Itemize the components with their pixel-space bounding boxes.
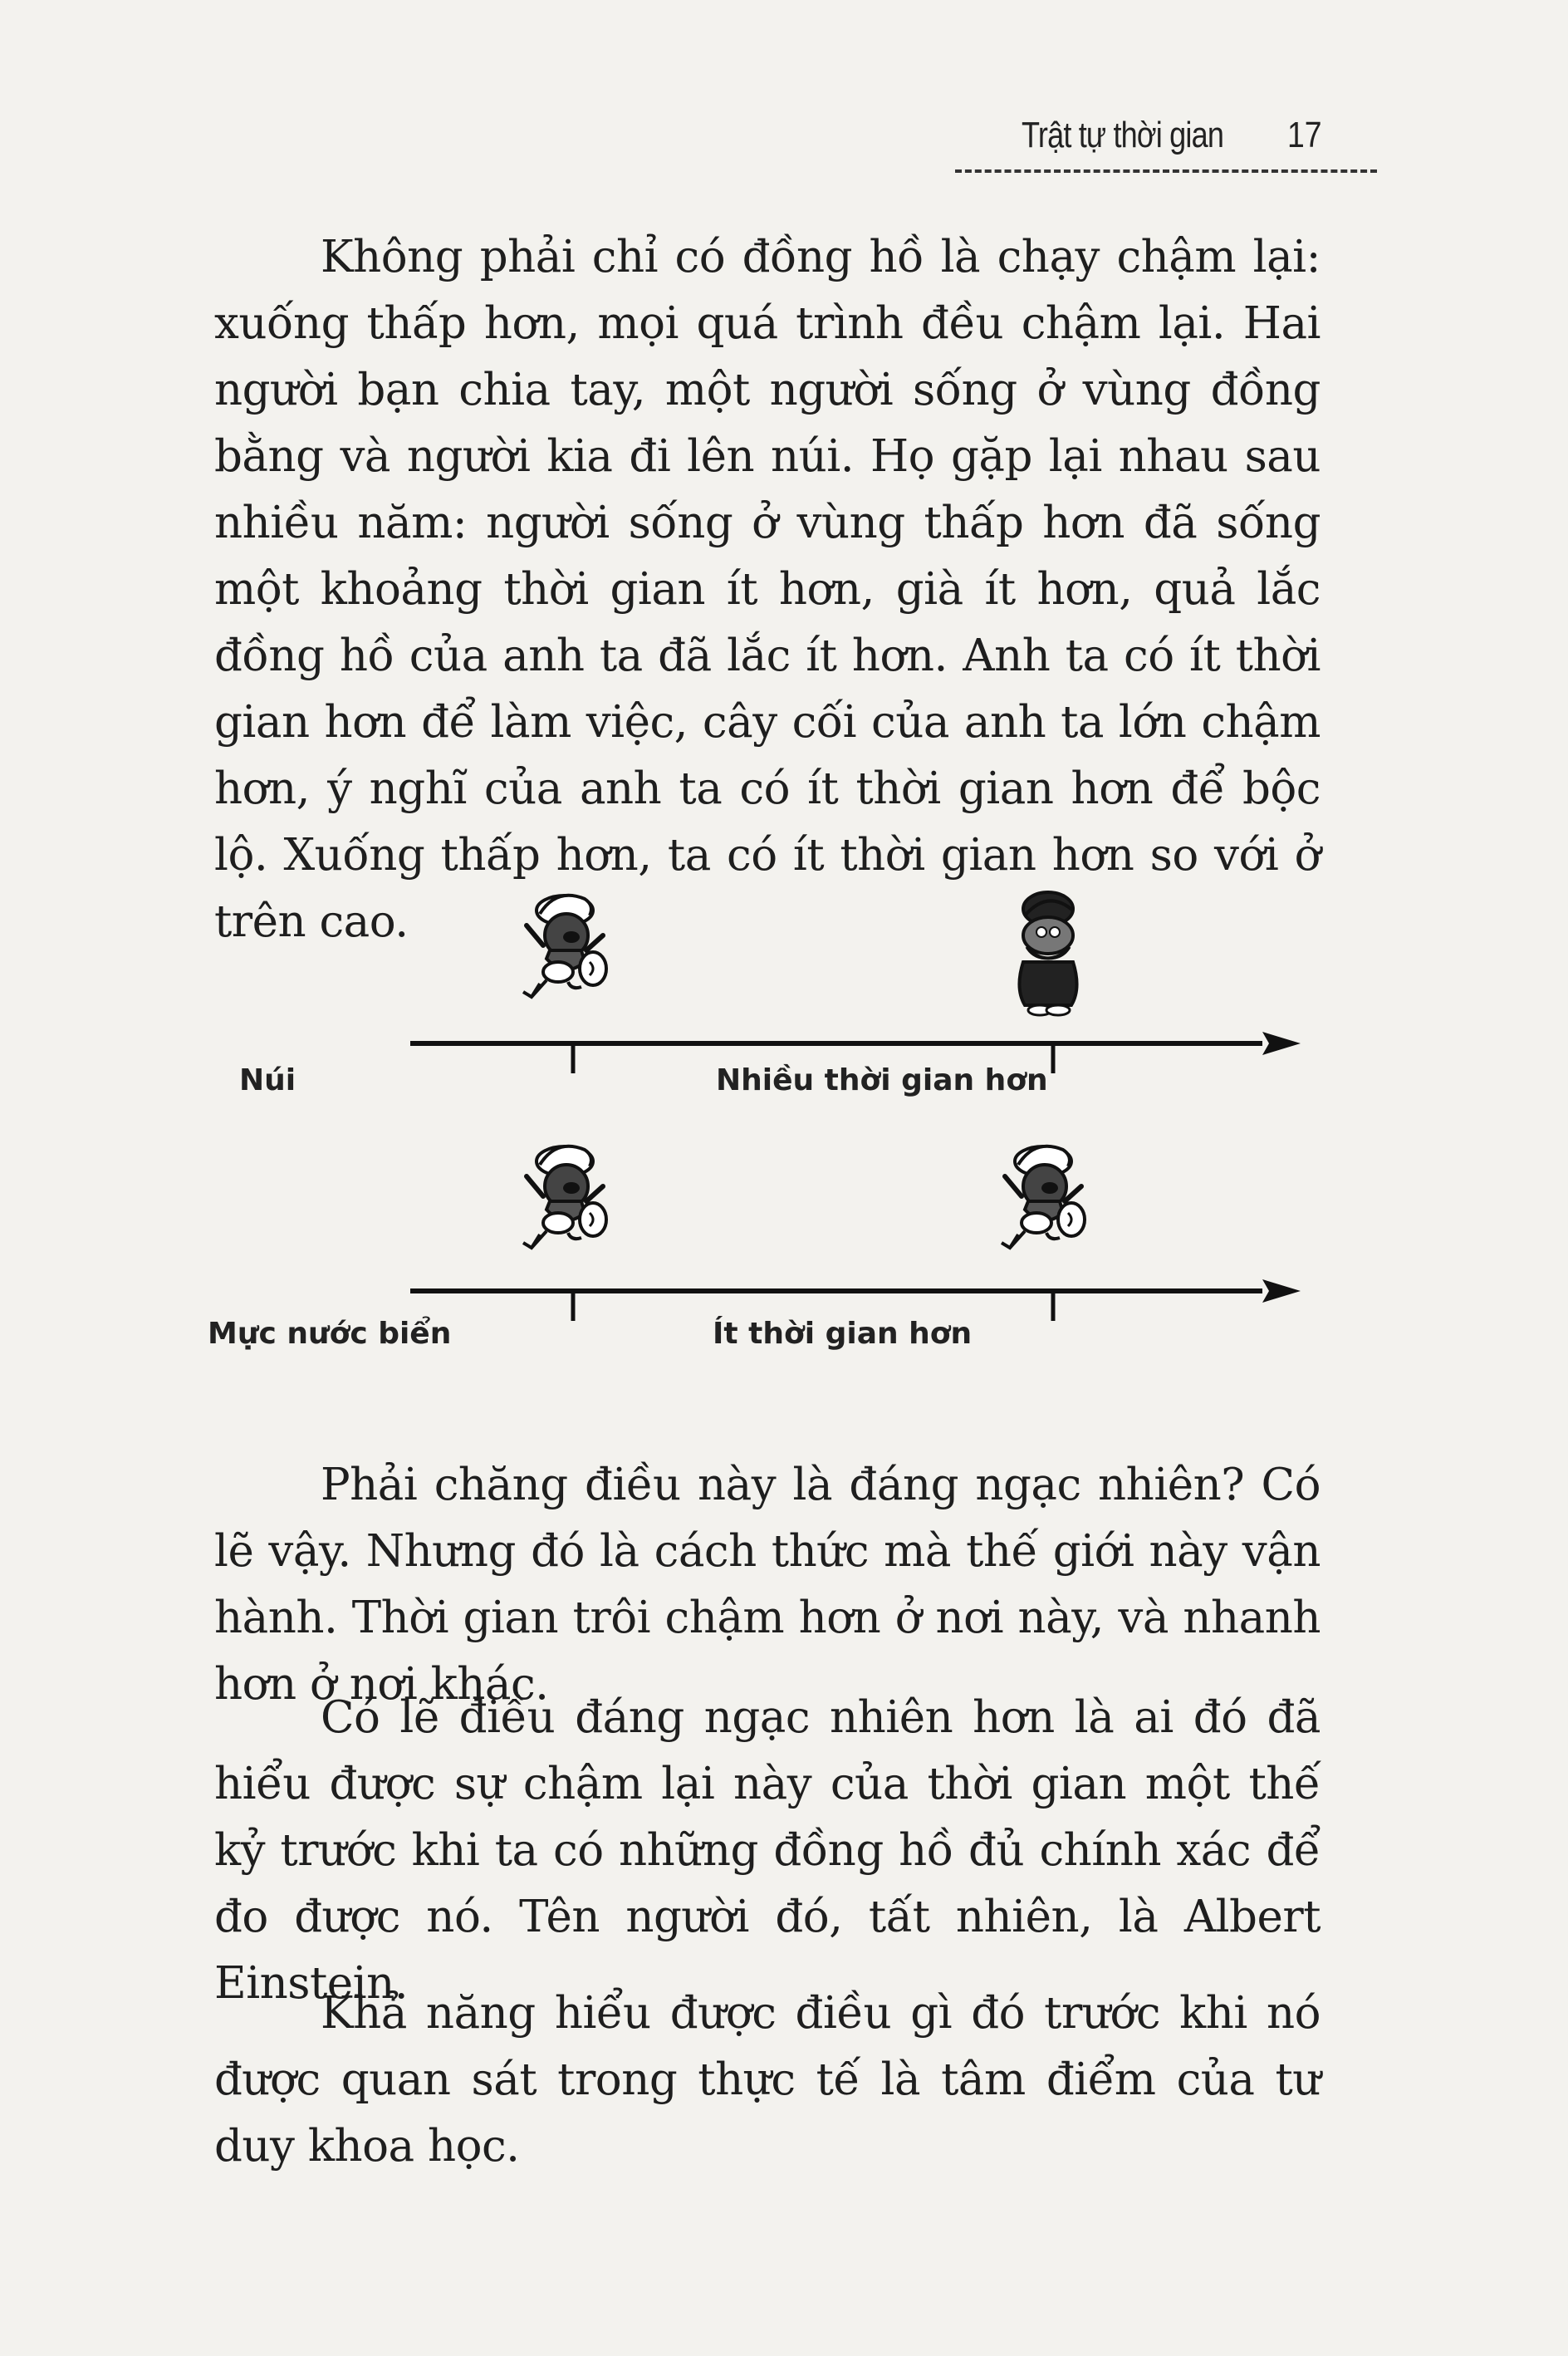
sea-timeline-arrowhead <box>1262 1279 1301 1303</box>
paragraph-2-text: Phải chăng điều này là đáng ngạc nhiên? Có lẽ vậy. Nhưng đó là cách thức mà thế giới này vận hành. Thời gian trôi chậm hơn ở nơi này, và nhanh hơn ở nơi khác. <box>214 1460 1321 1710</box>
figure-drawing <box>0 864 1568 1379</box>
smurf-mountain-start-icon <box>523 896 606 997</box>
time-dilation-figure <box>0 864 1568 1379</box>
papa-smurf-mountain-icon <box>1019 892 1076 1015</box>
paragraph-3-text: Có lẽ điều đáng ngạc nhiên hơn là ai đó đã hiểu được sự chậm lại này của thời gian một thế kỷ trước khi ta có những đồng hồ đủ chính xác để đo được nó. Tên người đó, tất nhiên, là Albert Einstein. <box>214 1692 1321 2009</box>
smurf-sea-end-icon <box>1002 1146 1085 1248</box>
sea-level-label: Mực nước biển <box>208 1317 452 1351</box>
running-header <box>955 106 1377 189</box>
mountain-label: Núi <box>239 1063 296 1097</box>
chapter-title: Trật tự thời gian <box>1022 115 1224 155</box>
paragraph-1 <box>214 224 1321 955</box>
header-dashed-rule <box>955 169 1377 173</box>
more-time-caption: Nhiều thời gian hơn <box>716 1063 1048 1097</box>
smurf-sea-start-icon <box>523 1146 606 1248</box>
mountain-timeline-arrowhead <box>1262 1032 1301 1055</box>
less-time-caption: Ít thời gian hơn <box>713 1317 973 1351</box>
paragraph-4-text: Khả năng hiểu được điều gì đó trước khi nó được quan sát trong thực tế là tâm điểm của tư duy khoa học. <box>214 1988 1321 2172</box>
paragraph-1-text: Không phải chỉ có đồng hồ là chạy chậm lại: xuống thấp hơn, mọi quá trình đều chậm lại. Hai người bạn chia tay, một người sống ở vùng đồng bằng và người kia đi lên núi. Họ gặp lại nhau sau nhiều năm: người sống ở vùng thấp hơn đã sống một khoảng thời gian ít hơn, già ít hơn, quả lắc đồng hồ của anh ta đã lắc ít hơn. Anh ta có ít thời gian hơn để làm việc, cây cối của anh ta lớn chậm hơn, ý nghĩ của anh ta có ít thời gian hơn để bộc lộ. Xuống thấp hơn, ta có ít thời gian hơn so với ở trên cao. <box>214 232 1321 947</box>
paragraph-4 <box>214 1981 1321 2180</box>
page-number: 17 <box>1287 115 1322 155</box>
paragraph-2 <box>214 1452 1321 1718</box>
paragraph-3 <box>214 1685 1321 2017</box>
